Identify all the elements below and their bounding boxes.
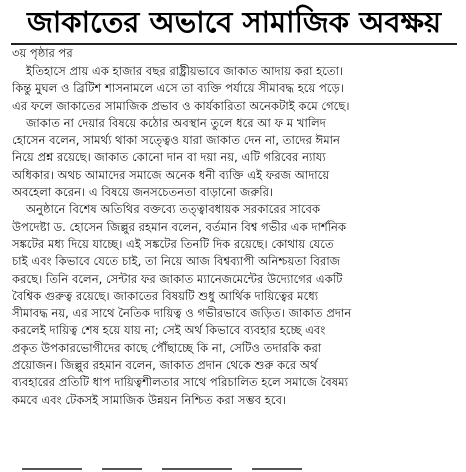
- article-line: সীমাবদ্ধ নয়, এর সাথে নৈতিক দায়িত্ব ও গভীরভাবে জড়িত। জাকাত প্রদান: [12, 306, 352, 321]
- headline-divider: [11, 43, 457, 45]
- article-line: সঙ্কটের মধ্য দিয়ে যাচ্ছে। এই সঙ্কটের তিনটি দিক রয়েছে। কোথায় যেতে: [12, 236, 334, 251]
- article-line: করলেই দায়িত্ব শেষ হয়ে যায় না; সেই অর্থ কিভাবে ব্যবহার হচ্ছে এবং: [12, 323, 326, 338]
- article-line: করছে। তিনি বলেন, সেন্টার ফর জাকাত ম্যানেজমেন্টের উদ্যোগের একটি: [12, 271, 343, 286]
- article-headline: জাকাতের অভাবে সামাজিক অবক্ষয়: [26, 5, 442, 39]
- article-line: বৈশ্বিক গুরুত্ব রয়েছে। জাকাতের বিষয়টি শুধু আর্থিক দায়িত্বের মধ্যে: [12, 288, 319, 303]
- article-line: অনুষ্ঠানে বিশেষ অতিথির বক্তব্যে তত্ত্বাবধায়ক সরকারের সাবেক: [26, 202, 321, 217]
- article-line: হোসেন বলেন, সামর্থ্য থাকা সত্ত্বেও যারা জাকাত দেন না, তাদের ঈমান: [12, 133, 340, 148]
- cropped-text-fragment: [252, 468, 302, 470]
- article-line: জাকাত না দেয়ার বিষয়ে কঠোর অবস্থান তুলে ধরে আ ফ ম খালিদ: [26, 115, 326, 130]
- article-line: চাই এবং কিভাবে যেতে চাই, তা নিয়ে আজ বিশ্বব্যাপী অনিশ্চয়তা বিরাজ: [12, 254, 341, 269]
- cropped-text-fragment: [162, 468, 232, 470]
- cropped-text-fragment: [22, 468, 82, 470]
- article-line: প্রকৃত উপকারভোগীদের কাছে পৌঁছাচ্ছে কি না, সেটিও তদারকি করা: [12, 340, 322, 355]
- article-line: এর ফলে জাকাতের সামাজিক প্রভাব ও কার্যকারিতা অনেকটাই কমে গেছে।: [12, 98, 350, 113]
- article-body: [12, 63, 458, 409]
- article-line: উপদেষ্টা ড. হোসেন জিল্লুর রহমান বলেন, বর্তমান বিশ্ব গভীর এক দার্শনিক: [12, 219, 347, 234]
- article-line: অবহেলা করেন। এ বিষয়ে জনসচেতনতা বাড়ানো জরুরি।: [12, 185, 274, 200]
- article-line: নিয়ে প্রশ্ন রয়েছে। জাকাত কোনো দান বা দয়া নয়, এটি গরিবের ন্যায্য: [12, 150, 326, 165]
- cropped-next-line: [12, 462, 458, 472]
- cropped-text-fragment: [102, 468, 142, 470]
- article-line: ইতিহাসে প্রায় এক হাজার বছর রাষ্ট্রীয়ভাবে জাকাত আদায় করা হতো।: [26, 64, 344, 78]
- article-line: ব্যবহারের প্রতিটি ধাপ দায়িত্বশীলতার সাথে পরিচালিত হলে সমাজে বৈষম্য: [12, 375, 348, 390]
- article-line: কমবে এবং টেকসই সামাজিক উন্নয়ন নিশ্চিত করা সম্ভব হবে।: [12, 392, 287, 407]
- article-line: কিন্তু মুঘল ও ব্রিটিশ শাসনামলে এসে তা ব্যক্তি পর্যায়ে সীমাবদ্ধ হয়ে পড়ে।: [12, 81, 344, 96]
- article-line: প্রয়োজন। জিল্লুর রহমান বলেন, জাকাত প্রদান থেকে শুরু করে অর্থ: [12, 358, 318, 373]
- continued-from-note: ৩য় পৃষ্ঠার পর: [12, 46, 73, 60]
- article-line: অধিকার। অথচ আমাদের সমাজে অনেক ধনী ব্যক্তি এই ফরজ আদায়ে: [12, 167, 330, 182]
